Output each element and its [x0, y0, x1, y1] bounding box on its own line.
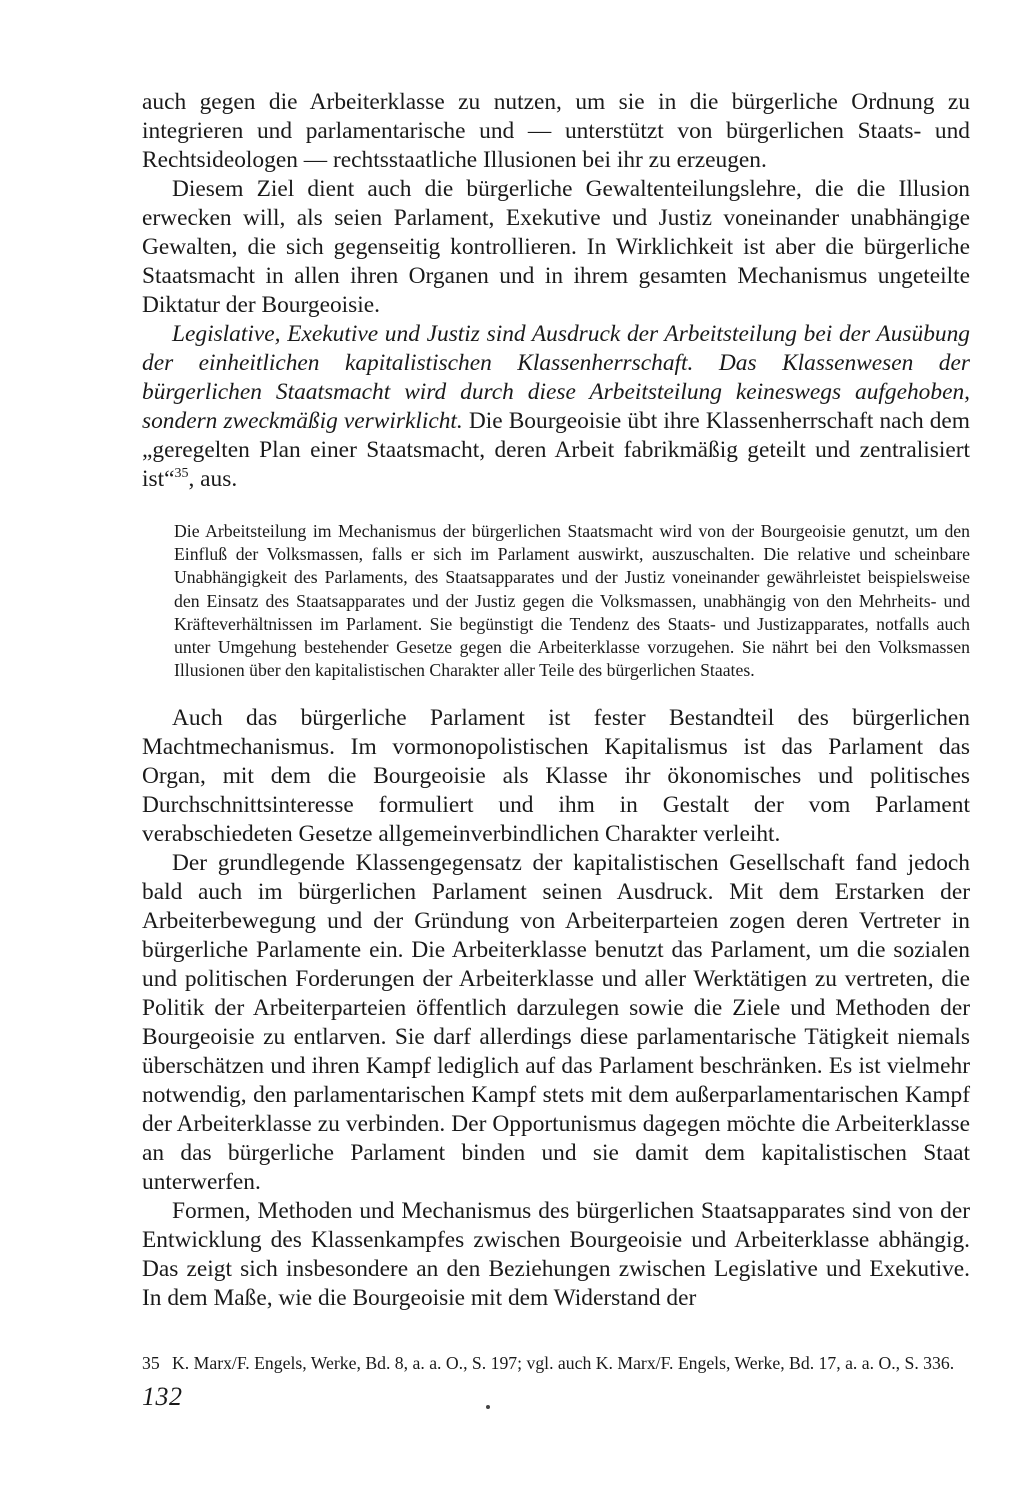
footnote-reference: 35	[174, 466, 189, 482]
paragraph-3-text: Die Bourgeoisie übt ihre Klassenherrschaft nach dem „geregelten Plan einer Staatsmacht, deren Arbeit fabrikmäßig geteilt und zentralisiert ist“	[142, 408, 970, 492]
paragraph-3-end: , aus.	[188, 466, 238, 492]
print-dot-mark	[486, 1405, 490, 1409]
paragraph-4: Auch das bürgerliche Parlament ist fester Bestandteil des bürgerlichen Machtmechanismus. Im vormonopolistischen Kapitalismus ist das Parlament das Organ, mit dem die Bourgeoisie als Klasse ihr ökonomisches und politisches Durchschnittsinteresse formuliert und ihm in Gestalt der vom Parlament verabschiedeten Gesetze allgemeinverbindlichen Charakter verleiht.	[142, 705, 970, 848]
footnote-number: 35	[142, 1353, 160, 1374]
footnote-text: K. Marx/F. Engels, Werke, Bd. 8, a. a. O., S. 197; vgl. auch K. Marx/F. Engels, Werke, Bd. 17, a. a. O., S. 336.	[172, 1353, 955, 1374]
paragraph-5: Der grundlegende Klassengegensatz der kapitalistischen Gesellschaft fand jedoch bald auch im bürgerlichen Parlament seinen Ausdruck. Mit dem Erstarken der Arbeiterbewegung und der Gründung von Arbeiterparteien zogen deren Vertreter in bürgerliche Parlamente ein. Die Arbeiterklasse benutzt das Parlament, um die sozialen und politischen Forderungen der Arbeiterklasse und aller Werktätigen zu vertreten, die Politik der Arbeiterparteien öffentlich darzulegen sowie die Ziele und Methoden der Bourgeoisie zu entlarven. Sie darf allerdings diese parlamentarische Tätigkeit niemals überschätzen und ihren Kampf lediglich auf das Parlament beschränken. Es ist vielmehr notwendig, den parlamentarischen Kampf stets mit dem außerparlamentarischen Kampf der Arbeiterklasse zu verbinden. Der Opportunismus dagegen möchte die Arbeiterklasse an das bürgerliche Parlament binden und sie damit dem kapitalistischen Staat unterwerfen.	[142, 850, 970, 1196]
paragraph-3	[142, 320, 970, 494]
page-number: 132	[142, 1382, 183, 1411]
main-text	[142, 88, 970, 494]
footnote	[142, 1351, 970, 1375]
small-print-note: Die Arbeitsteilung im Mechanismus der bürgerlichen Staatsmacht wird von der Bourgeoisie genutzt, um den Einfluß der Volksmassen, falls er sich im Parlament auswirkt, auszuschalten. Die relative und scheinbare Unabhängigkeit des Parlaments, des Staatsapparates und der Justiz voneinander gewährleistet beispielsweise den Einsatz des Staatsapparates und der Justiz gegen die Volksmassen, unabhängig von den Mehrheits- und Kräfteverhältnissen im Parlament. Sie begünstigt die Tendenz des Staats- und Justizapparates, notfalls auch unter Umgehung bestehender Gesetze gegen die Arbeiterklasse vorzugehen. Sie nährt bei den Volksmassen Illusionen über den kapitalistischen Charakter aller Teile des bürgerlichen Staates.	[174, 521, 970, 681]
paragraph-1: auch gegen die Arbeiterklasse zu nutzen, um sie in die bürgerliche Ordnung zu integrieren und parlamentarische und — unterstützt von bürgerlichen Staats- und Rechtsideologen — rechtsstaatliche Illusionen bei ihr zu erzeugen.	[142, 89, 970, 173]
main-text-continued	[142, 704, 970, 1313]
paragraph-3-emphasis: Legislative, Exekutive und Justiz sind Ausdruck der Arbeitsteilung bei der Ausübung der einheitlichen kapitalistischen Klassenherrschaft. Das Klassenwesen der bürgerlichen Staatsmacht wird durch diese Arbeitsteilung keineswegs aufgehoben, sondern zweckmäßig verwirklicht.	[142, 321, 970, 434]
page-body	[142, 88, 970, 1375]
paragraph-2: Diesem Ziel dient auch die bürgerliche Gewaltenteilungslehre, die die Illusion erwecken will, als seien Parlament, Exekutive und Justiz voneinander unabhängige Gewalten, die sich gegenseitig kontrollieren. In Wirklichkeit ist aber die bürgerliche Staatsmacht in allen ihren Organen und in ihrem gesamten Mechanismus ungeteilte Diktatur der Bourgeoisie.	[142, 176, 970, 318]
paragraph-6: Formen, Methoden und Mechanismus des bürgerlichen Staatsapparates sind von der Entwicklung des Klassenkampfes zwischen Bourgeoisie und Arbeiterklasse abhängig. Das zeigt sich insbesondere an den Beziehungen zwischen Legislative und Exekutive. In dem Maße, wie die Bourgeoisie mit dem Widerstand der	[142, 1198, 970, 1312]
